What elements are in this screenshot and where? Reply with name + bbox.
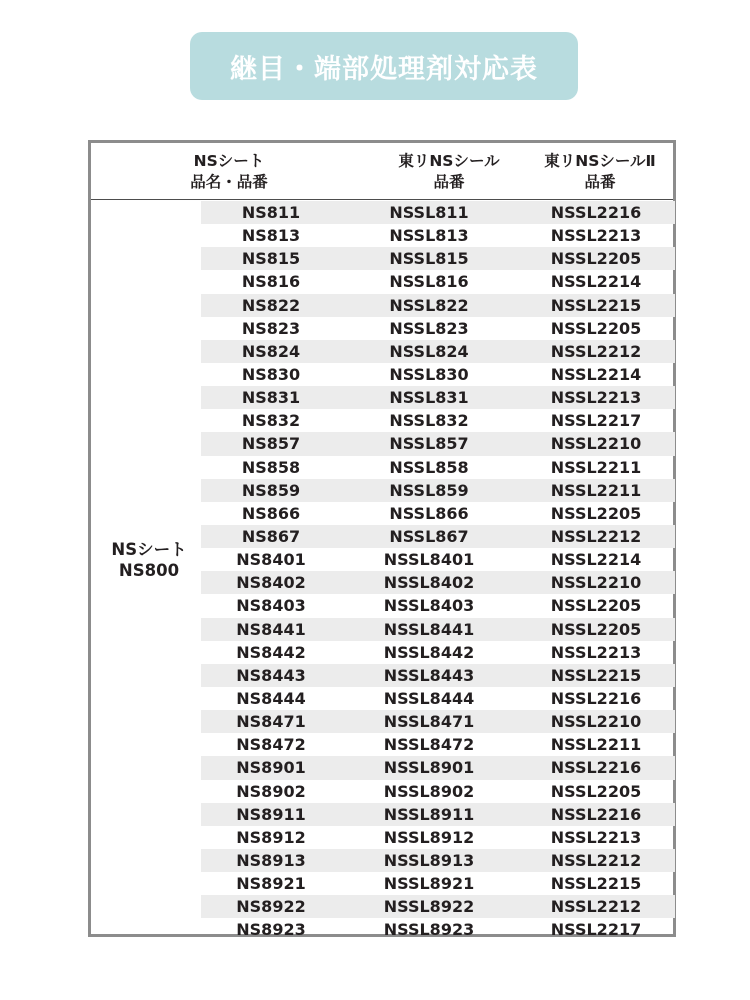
ns-seal-code: NSSL8403 bbox=[383, 596, 475, 616]
ns-seal-code: NSSL8401 bbox=[383, 550, 475, 570]
table-row bbox=[201, 849, 675, 872]
ns-seal-2-code: NSSL2214 bbox=[550, 550, 642, 570]
ns-sheet-code: NS859 bbox=[241, 480, 301, 500]
ns-sheet-code: NS815 bbox=[241, 249, 301, 269]
ns-sheet-code: NS857 bbox=[241, 434, 301, 454]
table-row bbox=[201, 733, 675, 756]
ns-seal-code: NSSL8922 bbox=[383, 897, 475, 917]
ns-seal-2-code: NSSL2216 bbox=[550, 689, 642, 709]
group-label bbox=[99, 539, 199, 581]
ns-seal-2-code: NSSL2213 bbox=[550, 226, 642, 246]
ns-seal-code: NSSL831 bbox=[389, 388, 469, 408]
ns-seal-code: NSSL857 bbox=[389, 434, 469, 454]
ns-sheet-code: NS823 bbox=[241, 318, 301, 338]
ns-seal-code: NSSL824 bbox=[389, 341, 469, 361]
table-row bbox=[201, 780, 675, 803]
ns-sheet-code: NS8472 bbox=[236, 735, 306, 755]
table-row bbox=[201, 641, 675, 664]
table-row bbox=[201, 803, 675, 826]
table-row bbox=[201, 201, 675, 224]
ns-seal-2-code: NSSL2215 bbox=[550, 874, 642, 894]
ns-sheet-code: NS8444 bbox=[236, 689, 306, 709]
ns-sheet-code: NS8902 bbox=[236, 781, 306, 801]
ns-sheet-code: NS830 bbox=[241, 365, 301, 385]
ns-seal-code: NSSL832 bbox=[389, 411, 469, 431]
ns-seal-code: NSSL8442 bbox=[383, 642, 475, 662]
table-row bbox=[201, 918, 675, 941]
ns-seal-code: NSSL823 bbox=[389, 318, 469, 338]
ns-sheet-code: NS8401 bbox=[236, 550, 306, 570]
ns-sheet-code: NS8901 bbox=[236, 758, 306, 778]
ns-seal-2-code: NSSL2213 bbox=[550, 642, 642, 662]
table-row bbox=[201, 340, 675, 363]
ns-sheet-code: NS813 bbox=[241, 226, 301, 246]
header-ns-sheet-line2: 品名・品番 bbox=[190, 173, 268, 191]
ns-seal-2-code: NSSL2211 bbox=[550, 457, 642, 477]
table-row bbox=[201, 224, 675, 247]
ns-seal-2-code: NSSL2212 bbox=[550, 897, 642, 917]
table-header bbox=[91, 143, 673, 200]
ns-seal-2-code: NSSL2217 bbox=[550, 920, 642, 940]
ns-seal-2-code: NSSL2210 bbox=[550, 573, 642, 593]
ns-sheet-code: NS8912 bbox=[236, 827, 306, 847]
ns-seal-code: NSSL830 bbox=[389, 365, 469, 385]
ns-seal-2-code: NSSL2211 bbox=[550, 735, 642, 755]
ns-seal-code: NSSL866 bbox=[389, 503, 469, 523]
ns-seal-2-code: NSSL2211 bbox=[550, 480, 642, 500]
ns-sheet-code: NS8913 bbox=[236, 851, 306, 870]
ns-sheet-code: NS831 bbox=[241, 388, 301, 408]
ns-sheet-code: NS8443 bbox=[236, 665, 306, 685]
ns-seal-code: NSSL8913 bbox=[383, 851, 475, 870]
ns-seal-2-code: NSSL2205 bbox=[550, 781, 642, 801]
page-title: 継目・端部処理剤対応表 bbox=[190, 32, 578, 100]
ns-seal-code: NSSL813 bbox=[389, 226, 469, 246]
ns-sheet-code: NS858 bbox=[241, 457, 301, 477]
ns-seal-2-code: NSSL2205 bbox=[550, 318, 642, 338]
ns-seal-code: NSSL858 bbox=[389, 457, 469, 477]
ns-seal-2-code: NSSL2212 bbox=[550, 851, 642, 870]
ns-seal-code: NSSL815 bbox=[389, 249, 469, 269]
ns-seal-code: NSSL8443 bbox=[383, 665, 475, 685]
table-row bbox=[201, 386, 675, 409]
table-row bbox=[201, 479, 675, 502]
table-row bbox=[201, 548, 675, 571]
ns-sheet-code: NS8402 bbox=[236, 573, 306, 593]
table-body bbox=[201, 201, 675, 942]
ns-sheet-code: NS8923 bbox=[236, 920, 306, 940]
ns-sheet-code: NS8442 bbox=[236, 642, 306, 662]
header-ns-sheet-line1: NSシート bbox=[193, 152, 265, 170]
ns-sheet-code: NS822 bbox=[241, 295, 301, 315]
table-row bbox=[201, 270, 675, 293]
ns-seal-code: NSSL8471 bbox=[383, 712, 475, 732]
table-row bbox=[201, 664, 675, 687]
ns-seal-code: NSSL8902 bbox=[383, 781, 475, 801]
ns-seal-2-code: NSSL2213 bbox=[550, 388, 642, 408]
ns-seal-2-code: NSSL2214 bbox=[550, 365, 642, 385]
ns-seal-code: NSSL8472 bbox=[383, 735, 475, 755]
ns-sheet-code: NS866 bbox=[241, 503, 301, 523]
ns-seal-code: NSSL867 bbox=[389, 527, 469, 547]
ns-seal-code: NSSL859 bbox=[389, 480, 469, 500]
header-ns-sheet bbox=[161, 150, 297, 194]
compatibility-table bbox=[88, 140, 676, 940]
table-row bbox=[201, 525, 675, 548]
table-row bbox=[201, 895, 675, 918]
ns-seal-2-code: NSSL2212 bbox=[550, 527, 642, 547]
ns-seal-code: NSSL811 bbox=[389, 203, 469, 223]
table-row bbox=[201, 687, 675, 710]
ns-sheet-code: NS816 bbox=[241, 272, 301, 292]
ns-seal-2-code: NSSL2210 bbox=[550, 712, 642, 732]
ns-sheet-code: NS811 bbox=[241, 203, 301, 223]
ns-seal-code: NSSL8402 bbox=[383, 573, 475, 593]
ns-seal-code: NSSL8923 bbox=[383, 920, 475, 940]
group-label-line1: NSシート bbox=[111, 540, 187, 559]
header-ns-seal-2-line1: 東リNSシールⅡ bbox=[544, 152, 656, 170]
table-row bbox=[201, 409, 675, 432]
ns-sheet-code: NS8922 bbox=[236, 897, 306, 917]
table-row bbox=[201, 294, 675, 317]
ns-sheet-code: NS8471 bbox=[236, 712, 306, 732]
ns-seal-code: NSSL8901 bbox=[383, 758, 475, 778]
ns-seal-2-code: NSSL2215 bbox=[550, 665, 642, 685]
header-ns-seal-line2: 品番 bbox=[433, 173, 465, 191]
table-row bbox=[201, 363, 675, 386]
ns-seal-code: NSSL8912 bbox=[383, 827, 475, 847]
header-ns-seal-2-line2: 品番 bbox=[584, 173, 616, 191]
table-row bbox=[201, 872, 675, 895]
table-row bbox=[201, 432, 675, 455]
table-row bbox=[201, 247, 675, 270]
ns-seal-code: NSSL8921 bbox=[383, 874, 475, 894]
ns-sheet-code: NS8403 bbox=[236, 596, 306, 616]
ns-seal-2-code: NSSL2215 bbox=[550, 295, 642, 315]
ns-seal-code: NSSL822 bbox=[389, 295, 469, 315]
ns-seal-2-code: NSSL2216 bbox=[550, 804, 642, 824]
header-ns-seal-line1: 東リNSシール bbox=[398, 152, 500, 170]
ns-seal-2-code: NSSL2205 bbox=[550, 596, 642, 616]
table-row bbox=[201, 594, 675, 617]
ns-seal-2-code: NSSL2214 bbox=[550, 272, 642, 292]
ns-sheet-code: NS867 bbox=[241, 527, 301, 547]
ns-seal-2-code: NSSL2212 bbox=[550, 341, 642, 361]
ns-sheet-code: NS832 bbox=[241, 411, 301, 431]
ns-seal-2-code: NSSL2216 bbox=[550, 203, 642, 223]
table-row bbox=[201, 826, 675, 849]
ns-seal-code: NSSL8441 bbox=[383, 619, 475, 639]
ns-sheet-code: NS824 bbox=[241, 341, 301, 361]
table-row bbox=[201, 710, 675, 733]
ns-sheet-code: NS8911 bbox=[236, 804, 306, 824]
header-ns-seal-2 bbox=[527, 150, 673, 194]
ns-sheet-code: NS8921 bbox=[236, 874, 306, 894]
ns-seal-2-code: NSSL2210 bbox=[550, 434, 642, 454]
ns-seal-2-code: NSSL2216 bbox=[550, 758, 642, 778]
ns-seal-2-code: NSSL2205 bbox=[550, 619, 642, 639]
ns-seal-2-code: NSSL2213 bbox=[550, 827, 642, 847]
table-row bbox=[201, 456, 675, 479]
ns-seal-code: NSSL8911 bbox=[383, 804, 475, 824]
header-ns-seal bbox=[371, 150, 527, 194]
table-row bbox=[201, 317, 675, 340]
table-row bbox=[201, 502, 675, 525]
group-label-line2: NS800 bbox=[118, 561, 180, 580]
ns-seal-2-code: NSSL2217 bbox=[550, 411, 642, 431]
ns-seal-code: NSSL8444 bbox=[383, 689, 475, 709]
ns-seal-code: NSSL816 bbox=[389, 272, 469, 292]
ns-seal-2-code: NSSL2205 bbox=[550, 249, 642, 269]
table-row bbox=[201, 571, 675, 594]
ns-sheet-code: NS8441 bbox=[236, 619, 306, 639]
ns-seal-2-code: NSSL2205 bbox=[550, 503, 642, 523]
table-row bbox=[201, 756, 675, 779]
table-row bbox=[201, 618, 675, 641]
